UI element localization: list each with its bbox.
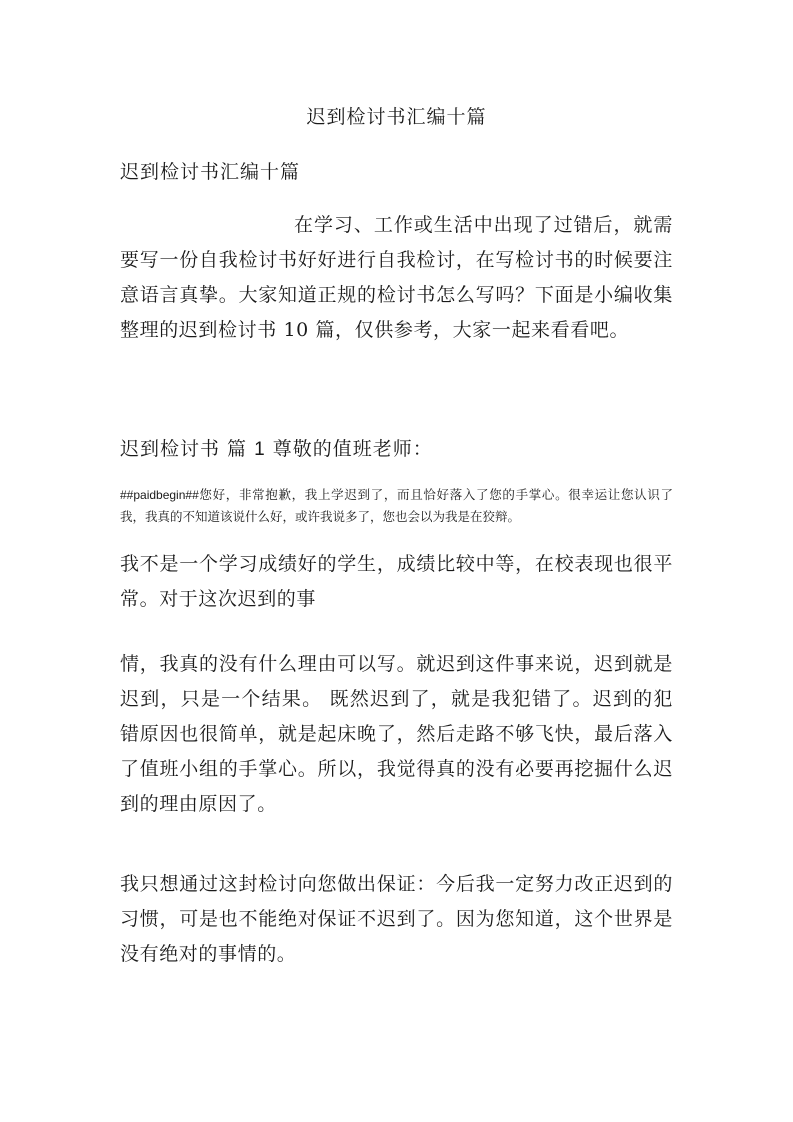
document-subtitle: 迟到检讨书汇编十篇 (120, 161, 301, 183)
section-heading-prefix: 迟到检讨书 篇 (120, 438, 255, 460)
intro-paragraph: 在学习、工作或生活中出现了过错后，就需要写一份自我检讨书好好进行自我检讨，在写检讨书的时候要注意语言真挚。大家知道正规的检讨书怎么写吗？下面是小编收集整理的迟到检讨书 10 篇，仅供参考，大家一起来看看吧。 (120, 214, 673, 341)
section-number: 1 (254, 439, 266, 460)
small-print-paragraph (120, 484, 673, 528)
small-print-text: 您好，非常抱歉，我上学迟到了，而且恰好落入了您的手掌心。很幸运让您认识了我，我真的不知道该说什么好，或许我说多了，您也会以为我是在狡辩。 (120, 487, 673, 524)
body-paragraph-2: 我不是一个学习成绩好的学生，成绩比较中等，在校表现也很平常。对于这次迟到的事 (120, 553, 673, 610)
document-title: 迟到检讨书汇编十篇 (306, 106, 487, 128)
paid-marker: ##paidbegin## (120, 488, 199, 502)
section-heading (120, 436, 433, 463)
section-heading-suffix: 尊敬的值班老师： (265, 438, 433, 460)
body-paragraph-3: 情，我真的没有什么理由可以写。就迟到这件事来说，迟到就是迟到，只是一个结果。 既然迟到了，就是我犯错了。迟到的犯错原因也很简单，就是起床晚了，然后走路不够飞快，最后落入了值班小组的手掌心。所以，我觉得真的没有必要再挖掘什么迟到的理由原因了。 (120, 653, 673, 815)
body-paragraph-4: 我只想通过这封检讨向您做出保证：今后我一定努力改正迟到的习惯，可是也不能绝对保证不迟到了。因为您知道，这个世界是没有绝对的事情的。 (120, 873, 673, 965)
